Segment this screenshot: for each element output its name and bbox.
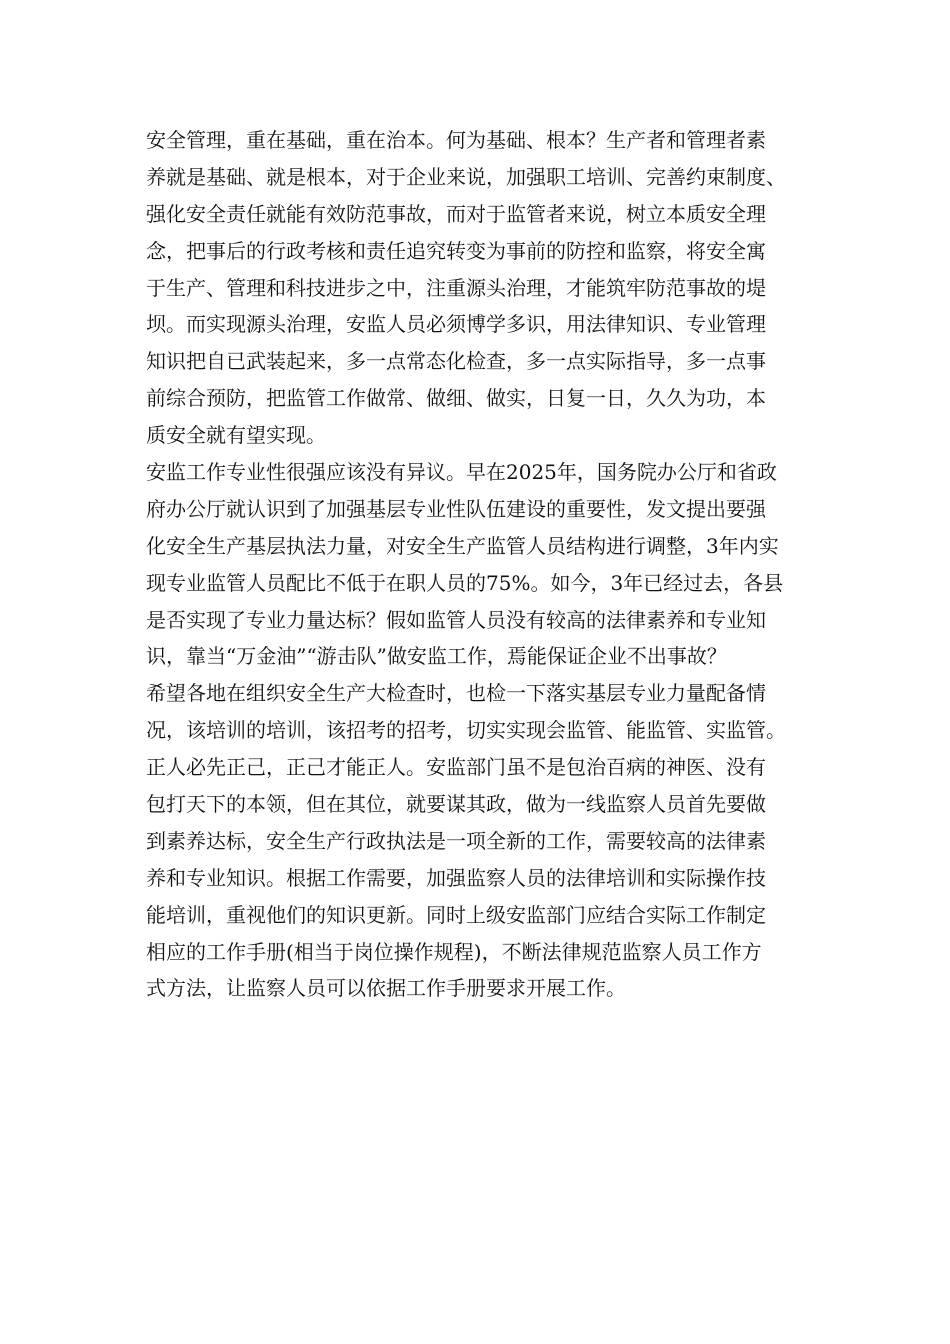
text-line: 知识把自已武装起来，多一点常态化检查，多一点实际指导，多一点事 — [146, 349, 766, 374]
document-body — [146, 122, 806, 1007]
text-line: 识，靠当“万金油”“游击队”做安监工作，焉能保证企业不出事故？ — [146, 644, 727, 669]
text-line: 养和专业知识。根据工作需要，加强监察人员的法律培训和实际操作技 — [146, 865, 766, 890]
text-line: 府办公厅就认识到了加强基层专业性队伍建设的重要性，发文提出要强 — [146, 496, 766, 521]
text-line: 安全管理，重在基础，重在治本。何为基础、根本？生产者和管理者素 — [146, 128, 766, 152]
text-line: 到素养达标，安全生产行政执法是一项全新的工作，需要较高的法律素 — [146, 828, 766, 853]
text-line: 质安全就有望实现。 — [146, 423, 326, 448]
text-line: 化安全生产基层执法力量，对安全生产监管人员结构进行调整，3年内实 — [146, 533, 779, 558]
text-line: 包打天下的本领，但在其位，就要谋其政，做为一线监察人员首先要做 — [146, 792, 766, 817]
text-line: 相应的工作手册(相当于岗位操作规程)，不断法律规范监察人员工作方 — [146, 939, 762, 964]
text-line: 养就是基础、就是根本，对于企业来说，加强职工培训、完善约束制度、 — [146, 164, 786, 189]
text-line: 现专业监管人员配比不低于在职人员的75%。如今，3年已经过去，各县 — [146, 570, 784, 595]
text-line: 况，该培训的培训，该招考的招考，切实实现会监管、能监管、实监管。 — [146, 718, 786, 743]
text-line: 式方法，让监察人员可以依据工作手册要求开展工作。 — [146, 976, 626, 1001]
text-line: 安监工作专业性很强应该没有异议。早在2025年，国务院办公厅和省政 — [146, 460, 777, 485]
text-line: 能培训，重视他们的知识更新。同时上级安监部门应结合实际工作制定 — [146, 902, 766, 927]
text-line: 于生产、管理和科技进步之中，注重源头治理，才能筑牢防范事故的堤 — [146, 275, 766, 300]
text-line: 坝。而实现源头治理，安监人员必须博学多识，用法律知识、专业管理 — [146, 312, 766, 337]
text-line: 念，把事后的行政考核和责任追究转变为事前的防控和监察，将安全寓 — [146, 238, 766, 263]
text-line: 前综合预防，把监管工作做常、做细、做实，日复一日，久久为功，本 — [146, 386, 766, 411]
text-line: 强化安全责任就能有效防范事故，而对于监管者来说，树立本质安全理 — [146, 201, 766, 226]
text-line: 是否实现了专业力量达标？假如监管人员没有较高的法律素养和专业知 — [146, 607, 766, 632]
text-line: 正人必先正己，正己才能正人。安监部门虽不是包治百病的神医、没有 — [146, 755, 766, 780]
text-line: 希望各地在组织安全生产大检查时，也检一下落实基层专业力量配备情 — [146, 681, 766, 706]
